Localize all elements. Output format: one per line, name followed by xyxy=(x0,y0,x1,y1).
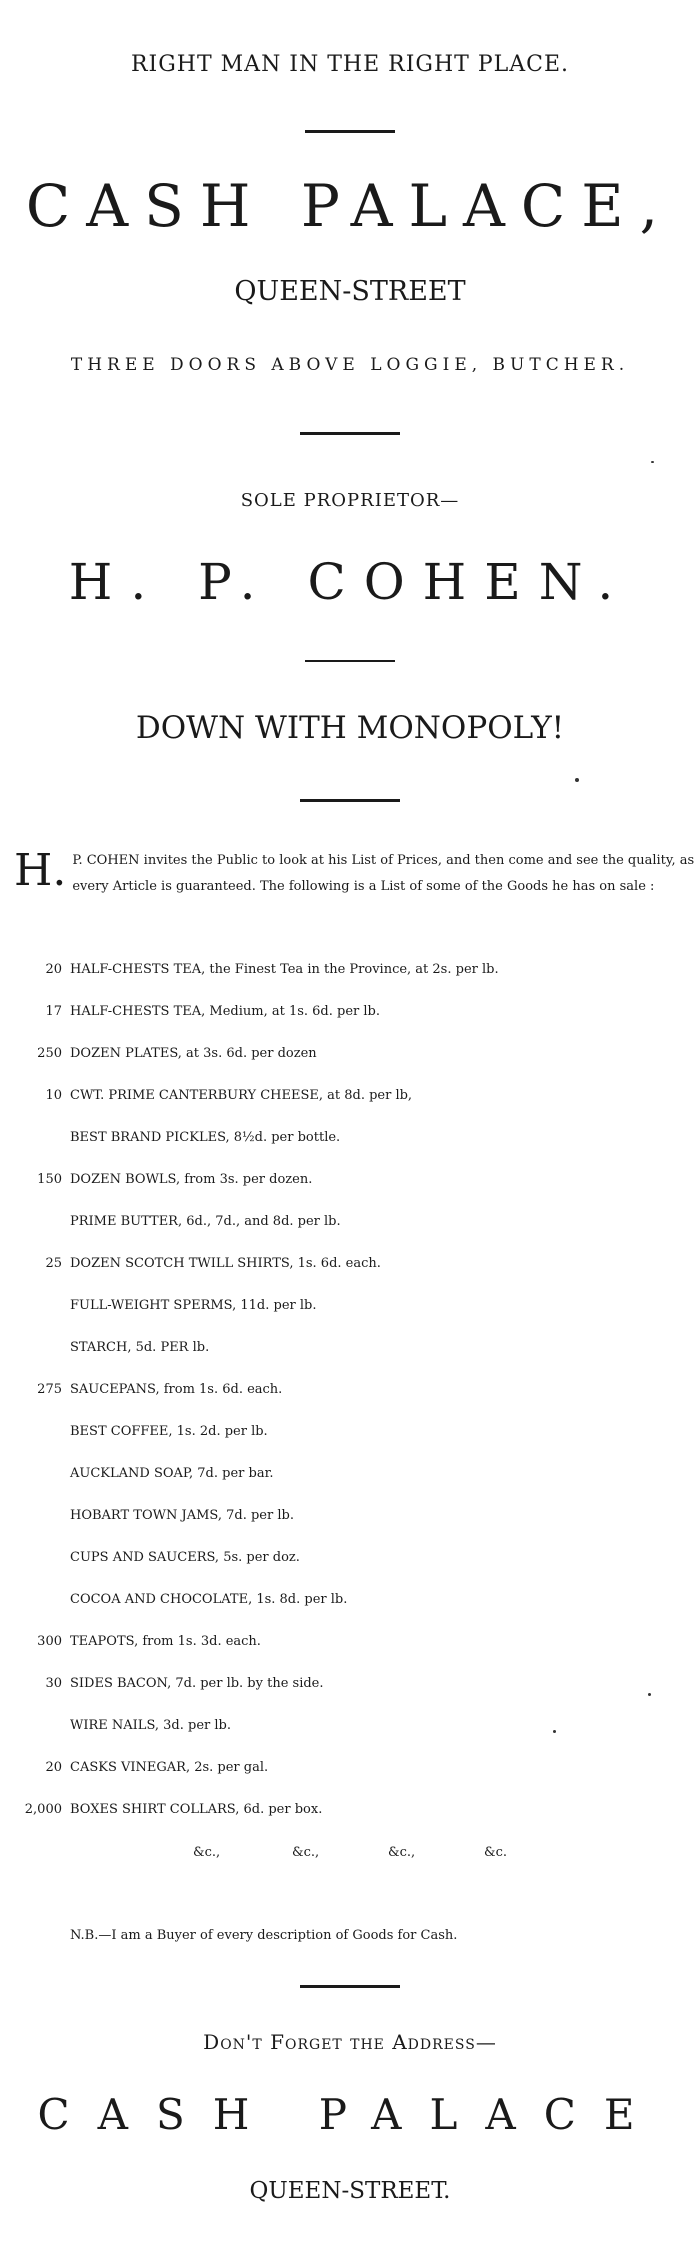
divider xyxy=(300,1985,400,1988)
item-quantity: 20 xyxy=(45,1760,62,1775)
etc-mark: &c., xyxy=(388,1845,416,1860)
item-description: CUPS AND SAUCERS, 5s. per doz. xyxy=(70,1550,300,1565)
item-quantity: 150 xyxy=(37,1172,62,1187)
location-line: THREE DOORS ABOVE LOGGIE, BUTCHER. xyxy=(70,355,630,375)
divider xyxy=(300,432,400,435)
item-description: DOZEN PLATES, at 3s. 6d. per dozen xyxy=(70,1046,317,1061)
divider xyxy=(305,130,395,133)
item-description: CASKS VINEGAR, 2s. per gal. xyxy=(70,1760,269,1775)
item-description: DOZEN SCOTCH TWILL SHIRTS, 1s. 6d. each. xyxy=(70,1256,381,1271)
street-name: QUEEN-STREET xyxy=(234,276,466,307)
item-description: HOBART TOWN JAMS, 7d. per lb. xyxy=(70,1508,294,1523)
print-speck xyxy=(651,461,654,463)
etc-mark: &c. xyxy=(484,1845,507,1860)
item-description: STARCH, 5d. PER lb. xyxy=(70,1340,210,1355)
item-quantity: 300 xyxy=(37,1634,62,1649)
motto: DOWN WITH MONOPOLY! xyxy=(135,710,565,746)
drop-cap: H. xyxy=(14,845,67,896)
print-speck xyxy=(648,1693,651,1696)
item-quantity: 20 xyxy=(45,962,62,977)
proprietor-name: H. P. COHEN. xyxy=(68,553,632,611)
etc-mark: &c., xyxy=(193,1845,221,1860)
divider xyxy=(300,799,400,802)
footer-street: QUEEN-STREET. xyxy=(249,2178,451,2204)
store-name: CASH PALACE, xyxy=(25,172,675,240)
item-description: AUCKLAND SOAP, 7d. per bar. xyxy=(70,1466,274,1481)
intro-text: P. COHEN invites the Public to look at his List of Prices, and then come and see the quality, as every Article is guaranteed. The following is a List of some of the Goods he has on sale : xyxy=(72,853,695,894)
item-quantity: 275 xyxy=(37,1382,62,1397)
item-description: BOXES SHIRT COLLARS, 6d. per box. xyxy=(70,1802,323,1817)
item-description: SAUCEPANS, from 1s. 6d. each. xyxy=(70,1382,283,1397)
buyer-note: N.B.—I am a Buyer of every description of Goods for Cash. xyxy=(70,1928,458,1943)
item-quantity: 30 xyxy=(45,1676,62,1691)
footer-store-name: CASH PALACE xyxy=(37,2090,663,2139)
item-description: PRIME BUTTER, 6d., 7d., and 8d. per lb. xyxy=(70,1214,341,1229)
item-description: BEST BRAND PICKLES, 8½d. per bottle. xyxy=(70,1130,341,1145)
item-description: FULL-WEIGHT SPERMS, 11d. per lb. xyxy=(70,1298,317,1313)
item-description: BEST COFFEE, 1s. 2d. per lb. xyxy=(70,1424,268,1439)
print-speck xyxy=(553,1730,556,1733)
item-description: CWT. PRIME CANTERBURY CHEESE, at 8d. per lb, xyxy=(70,1088,413,1103)
intro-paragraph xyxy=(14,845,700,900)
item-description: TEAPOTS, from 1s. 3d. each. xyxy=(70,1634,261,1649)
item-quantity: 2,000 xyxy=(24,1802,62,1817)
item-quantity: 17 xyxy=(45,1004,62,1019)
item-description: DOZEN BOWLS, from 3s. per dozen. xyxy=(70,1172,313,1187)
print-speck xyxy=(575,778,579,782)
item-description: SIDES BACON, 7d. per lb. by the side. xyxy=(70,1676,324,1691)
item-description: COCOA AND CHOCOLATE, 1s. 8d. per lb. xyxy=(70,1592,348,1607)
slogan: RIGHT MAN IN THE RIGHT PLACE. xyxy=(130,52,570,77)
item-description: HALF-CHESTS TEA, Medium, at 1s. 6d. per lb. xyxy=(70,1004,380,1019)
address-reminder: Don't Forget the Address— xyxy=(203,2030,497,2054)
divider xyxy=(305,660,395,662)
proprietor-label: SOLE PROPRIETOR— xyxy=(240,490,460,511)
item-description: WIRE NAILS, 3d. per lb. xyxy=(70,1718,231,1733)
item-quantity: 25 xyxy=(45,1256,62,1271)
item-quantity: 250 xyxy=(37,1046,62,1061)
item-description: HALF-CHESTS TEA, the Finest Tea in the Province, at 2s. per lb. xyxy=(70,962,499,977)
etc-mark: &c., xyxy=(292,1845,320,1860)
item-quantity: 10 xyxy=(45,1088,62,1103)
